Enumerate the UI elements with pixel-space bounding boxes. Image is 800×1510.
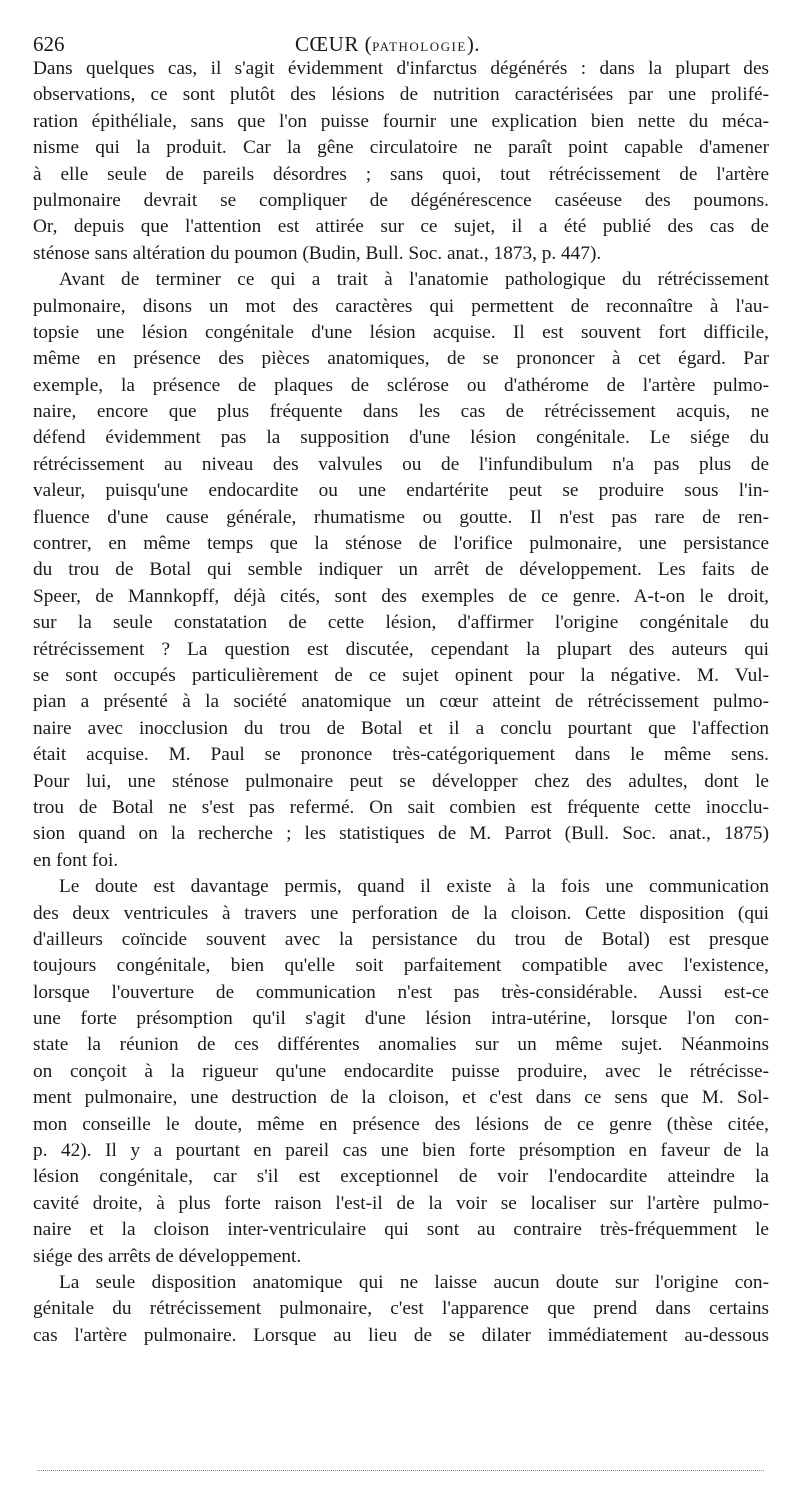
text-line: on conçoit à la rigueur qu'une endocardite puisse produire, avec le rétrécisse-	[33, 1060, 769, 1082]
text-line: ration épithéliale, sans que l'on puisse fournir une explication bien nette du méca-	[33, 110, 769, 132]
footer-dotted-rule	[37, 1470, 764, 1471]
text-line: La seule disposition anatomique qui ne laisse aucun doute sur l'origine con-	[59, 1271, 769, 1293]
text-line: une forte présomption qu'il s'agit d'une lésion intra-utérine, lorsque l'on con-	[33, 1008, 769, 1030]
text-line: pulmonaire devrait se compliquer de dégénérescence caséeuse des poumons.	[33, 189, 769, 211]
running-title-paren-open: (	[364, 32, 373, 56]
text-line: Speer, de Mannkopff, déjà cités, sont des exemples de ce genre. A-t-on le droit,	[33, 585, 769, 607]
text-line: pulmonaire, disons un mot des caractères qui permettent de reconnaître à l'au-	[33, 295, 769, 317]
running-title-paren-close: ).	[466, 32, 481, 56]
text-line: fluence d'une cause générale, rhumatisme ou goutte. Il n'est pas rare de ren-	[33, 506, 769, 528]
text-line: même en présence des pièces anatomiques, de se prononcer à cet égard. Par	[33, 348, 769, 370]
text-line: Avant de terminer ce qui a trait à l'anatomie pathologique du rétrécissement	[59, 269, 769, 291]
text-line: Pour lui, une sténose pulmonaire peut se développer chez des adultes, dont le	[33, 770, 769, 792]
text-line: observations, ce sont plutôt des lésions de nutrition caractérisées par une prolifé-	[33, 84, 769, 106]
paragraph	[33, 267, 769, 874]
text-line: sténose sans altération du poumon (Budin, Bull. Soc. anat., 1873, p. 447).	[33, 242, 602, 264]
text-line: p. 42). Il y a pourtant en pareil cas une bien forte présomption en faveur de la	[33, 1140, 769, 1162]
text-line: sur la seule constatation de cette lésion, d'affirmer l'origine congénitale du	[33, 612, 769, 634]
text-line: en font foi.	[33, 849, 119, 871]
paragraph	[33, 874, 769, 1270]
text-line: naire avec inocclusion du trou de Botal et il a conclu pourtant que l'affection	[33, 717, 769, 739]
text-line: nisme qui la produit. Car la gêne circulatoire ne paraît point capable d'amener	[33, 137, 769, 159]
page-number: 626	[33, 32, 65, 56]
text-line: Dans quelques cas, il s'agit évidemment d'infarctus dégénérés : dans la plupart des	[33, 58, 769, 79]
text-line: rétrécissement au niveau des valvules ou de l'infundibulum n'a pas plus de	[33, 453, 769, 475]
text-line: se sont occupés particulièrement de ce sujet opinent pour la négative. M. Vul-	[33, 664, 769, 686]
text-line: cas l'artère pulmonaire. Lorsque au lieu de se dilater immédiatement au-dessous	[33, 1324, 769, 1346]
text-line: mon conseille le doute, même en présence des lésions de ce genre (thèse citée,	[33, 1113, 769, 1135]
running-head	[33, 22, 769, 56]
text-line: exemple, la présence de plaques de sclérose ou d'athérome de l'artère pulmo-	[33, 374, 769, 396]
text-line: était acquise. M. Paul se prononce très-catégoriquement dans le même sens.	[33, 744, 769, 766]
text-line: lorsque l'ouverture de communication n'est pas très-considérable. Aussi est-ce	[33, 981, 769, 1003]
text-line: trou de Botal ne s'est pas refermé. On sait combien est fréquente cette inocclu-	[33, 796, 769, 818]
text-line: siége des arrêts de développement.	[33, 1245, 302, 1267]
running-title	[295, 32, 480, 57]
text-line: défend évidemment pas la supposition d'une lésion congénitale. Le siége du	[33, 427, 769, 449]
paragraph	[33, 56, 769, 267]
text-line: valeur, puisqu'une endocardite ou une endartérite peut se produire sous l'in-	[33, 480, 769, 502]
text-line: du trou de Botal qui semble indiquer un arrêt de développement. Les faits de	[33, 559, 769, 581]
text-line: à elle seule de pareils désordres ; sans quoi, tout rétrécissement de l'artère	[33, 163, 769, 185]
paragraph	[33, 1270, 769, 1349]
text-line: toujours congénitale, bien qu'elle soit parfaitement compatible avec l'existence,	[33, 955, 769, 977]
running-title-main: CŒUR	[295, 32, 359, 56]
running-title-sub: PATHOLOGIE	[372, 39, 467, 54]
text-line: naire, encore que plus fréquente dans les cas de rétrécissement acquis, ne	[33, 401, 769, 423]
text-line: ment pulmonaire, une destruction de la cloison, et c'est dans ce sens que M. Sol-	[33, 1087, 769, 1109]
text-line: sion quand on la recherche ; les statistiques de M. Parrot (Bull. Soc. anat., 1875)	[33, 823, 769, 845]
text-line: topsie une lésion congénitale d'une lésion acquise. Il est souvent fort difficile,	[33, 321, 769, 343]
body-text	[33, 56, 769, 1349]
text-line: génitale du rétrécissement pulmonaire, c'est l'apparence que prend dans certains	[33, 1298, 769, 1320]
text-line: state la réunion de ces différentes anomalies sur un même sujet. Néanmoins	[33, 1034, 769, 1056]
text-line: naire et la cloison inter-ventriculaire qui sont au contraire très-fréquemment le	[33, 1219, 769, 1241]
text-line: contrer, en même temps que la sténose de l'orifice pulmonaire, une persistance	[33, 533, 769, 555]
text-line: rétrécissement ? La question est discutée, cependant la plupart des auteurs qui	[33, 638, 769, 660]
text-line: lésion congénitale, car s'il est exceptionnel de voir l'endocardite atteindre la	[33, 1166, 769, 1188]
text-line: Or, depuis que l'attention est attirée sur ce sujet, il a été publié des cas de	[33, 216, 769, 238]
text-line: des deux ventricules à travers une perforation de la cloison. Cette disposition (qui	[33, 902, 769, 924]
text-line: cavité droite, à plus forte raison l'est-il de la voir se localiser sur l'artère pulmo-	[33, 1192, 769, 1214]
text-line: pian a présenté à la société anatomique un cœur atteint de rétrécissement pulmo-	[33, 691, 769, 713]
text-line: Le doute est davantage permis, quand il existe à la fois une communication	[59, 876, 769, 898]
text-line: d'ailleurs coïncide souvent avec la persistance du trou de Botal) est presque	[33, 928, 769, 950]
document-page	[33, 22, 769, 1349]
